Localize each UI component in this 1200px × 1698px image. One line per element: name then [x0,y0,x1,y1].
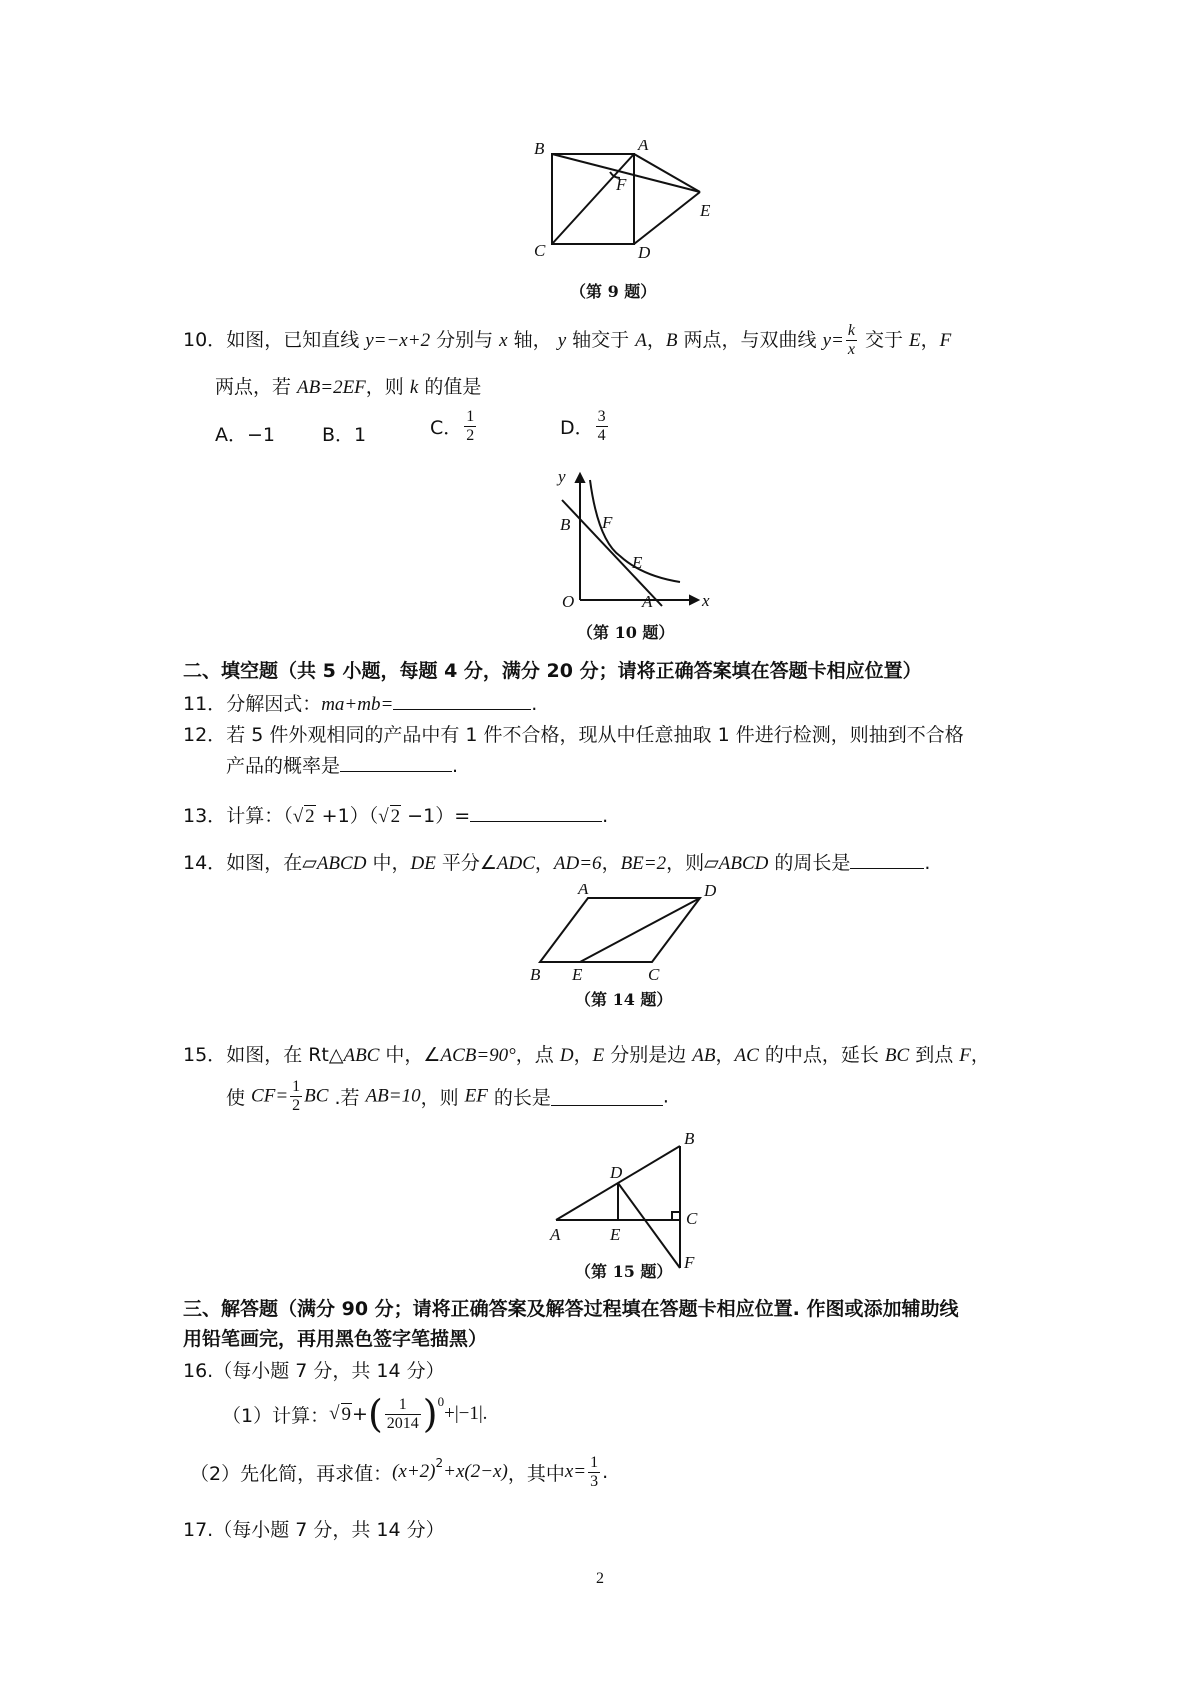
text-q13-r1: 2 [305,806,315,827]
text-q10-k: k [409,377,419,398]
text-q15-end: . [662,1085,669,1108]
text-q10-text6: 交于 [858,329,910,351]
text-q16-p2-label: （2）先化简，再求值： [190,1462,393,1485]
text-q15-abc: ABC [343,1045,380,1066]
text-q10-A: A [635,330,647,351]
caption-fig14: （第 14 题） [575,990,673,1009]
text-q15-bc: BC [884,1045,910,1066]
text-q11-end: . [531,693,538,715]
option-b: B．1 [322,424,367,446]
text-q16-p2-expr2: +x(2−x) [443,1461,508,1482]
x-axis-arrow [690,596,698,604]
text-q15-line2d: 的长是 [487,1087,551,1109]
question-12 [183,720,964,747]
text-q15-text7: ， [970,1044,990,1066]
label-b: B [530,965,541,984]
text-q15-cf: CF= [251,1085,289,1107]
text-q16-p2-fd: 3 [590,1472,599,1490]
text-q15-ef: EF [464,1085,488,1107]
question-16-head: 16.（每小题 7 分，共 14 分） [183,1360,445,1382]
section-3-heading: 三、解答题（满分 90 分；请将正确答案及解答过程填在答题卡相应位置. 作图或添加辅助线 [183,1298,959,1320]
text-q11-text: 分解因式： [226,693,322,715]
text-q16-p1-tail: +|−1|. [444,1403,488,1424]
text-q14-sep1: ， [534,852,554,874]
section-2-heading: 二、填空题（共 5 小题，每题 4 分，满分 20 分；请将正确答案填在答题卡相应位置） [183,660,922,682]
text-q14-abcd2: ABCD [718,853,769,874]
label-a: A [550,1225,561,1244]
text-q15-text1: 如图，在 Rt△ [226,1044,344,1066]
label-f: F [602,513,613,532]
segment-ae [634,154,700,192]
text-q14-adc: ADC [496,853,535,874]
text-q14-ad: AD=6 [553,853,602,874]
text-q16-p1-plus: + [352,1403,368,1425]
y-axis-arrow [576,474,584,482]
answer-blank-13[interactable] [470,803,602,822]
text-q16-p2-end: . [602,1461,609,1483]
text-q16-p2-fn: 1 [590,1453,599,1471]
question-11 [183,689,537,716]
text-q13-tail: −1）= [401,805,471,827]
answer-blank-12[interactable] [340,753,452,772]
question-14 [183,848,930,875]
text-q15-text3: ，点 [515,1044,560,1066]
option-c [430,408,478,445]
text-q12-end: . [452,755,459,777]
text-q15-ab: AB [692,1045,716,1066]
text-q15-text6: 到点 [909,1044,960,1066]
text-q14-abcd: ABCD [316,853,367,874]
text-q12-text1: 若 5 件外观相同的产品中有 1 件不合格，现从中任意抽取 1 件进行检测，则抽到不合格 [226,724,964,746]
text-q10-frac-den: x [847,341,855,358]
text-q15-e: E [592,1045,605,1066]
text-q10-E: E [909,330,921,351]
right-angle-mark [672,1212,680,1220]
text-q16-p1-fn: 1 [385,1396,421,1415]
text-q16-p1-fd: 2014 [386,1414,419,1432]
text-q16-p1-root: 9 [341,1403,352,1425]
text-q10-line2b: ，则 [365,376,410,398]
text-q14-de: DE [410,853,436,874]
text-q11-num: 11． [183,693,227,715]
label-c: C [534,241,546,260]
figure-15 [548,1132,718,1272]
section-3-heading-line2: 用铅笔画完，再用黑色签字笔描黑） [183,1328,488,1350]
text-q13-end: . [602,805,609,827]
text-q14-text5: 的周长是 [768,852,851,874]
text-q10-optD-num: 3 [597,408,606,425]
text-q10-optC-num: 1 [466,408,475,425]
label-f: F [684,1253,695,1272]
label-e: E [632,553,643,572]
text-q10-comma: ， [920,329,940,351]
text-q14-text2: 中， [366,852,411,874]
text-q16-p1-exp: 0 [437,1394,445,1409]
text-q10-optD-den: 4 [597,427,606,444]
question-15-line2 [226,1078,669,1115]
text-q15-sep2: ， [715,1044,735,1066]
question-16-part2 [190,1450,608,1494]
segment-de [634,192,700,244]
text-q14-shape2: ▱ [704,853,719,874]
question-17-head: 17.（每小题 7 分，共 14 分） [183,1519,445,1541]
question-13: 13．计算：（√ 2 +1）（√ 2 −1）= . [183,805,609,827]
text-q16-p2-mid: ，其中 [507,1462,565,1485]
text-q10-text2: 分别与 [430,329,500,351]
label-e: E [700,201,711,220]
text-q12-num: 12． [183,724,227,746]
text-q13-text: 计算：（ [226,805,293,827]
text-q15-text4: 分别是边 [604,1044,693,1066]
label-e: E [610,1225,621,1244]
text-q10-optD-label: D． [560,417,594,439]
question-15 [183,1040,990,1067]
text-q10-optC-label: C． [430,417,463,439]
page-number: 2 [596,1570,604,1587]
label-a: A [578,884,589,898]
answer-blank-15[interactable] [551,1087,663,1106]
question-10-line2 [215,372,481,399]
text-q16-p2-x: x= [564,1461,587,1482]
label-d: D [610,1163,623,1182]
text-q15-fn: 1 [292,1078,301,1095]
text-q11-expr: ma+mb= [321,694,394,715]
text-q15-line2b: .若 [328,1087,366,1109]
text-q10-line2a: 两点，若 [215,376,298,398]
text-q10-B: B [665,330,678,351]
figure-9 [530,140,730,270]
text-q15-text5: 的中点，延长 [758,1044,885,1066]
text-q14-sep2: ， [601,852,621,874]
text-q12-text2: 产品的概率是 [226,755,341,777]
text-q10-eq1: y=−x+2 [365,330,431,351]
question-16-part1: （1）计算： √ 9 + ( $\frac{1}{2014}$ ) $^0$ +|−1|. [222,1392,488,1436]
text-q10-frac-num: k [847,322,855,339]
label-f: F [616,175,627,194]
segment-ca [552,154,634,244]
text-q10-eq2: AB=2EF [297,377,366,398]
text-q16-p1-label: （1）计算： [222,1404,330,1427]
caption-fig9: （第 9 题） [570,282,657,301]
label-x: x [702,591,710,610]
answer-blank-14[interactable] [850,850,924,869]
figure-10 [550,470,710,620]
text-q13-r2: 2 [390,806,401,827]
text-q13-num: 13． [183,805,227,827]
text-q15-ac: AC [734,1045,759,1066]
label-c: C [686,1209,698,1228]
text-q15-line2a: 使 [226,1087,252,1109]
text-q10-line2c: 的值是 [418,376,482,398]
answer-blank-11[interactable] [393,691,531,710]
label-d: D [704,884,717,900]
caption-fig10: （第 10 题） [577,623,675,642]
label-d: D [638,243,651,262]
text-q14-shape: ▱ [302,853,317,874]
label-a: A [642,592,653,611]
segment-df [618,1183,680,1268]
text-q10-y: y [557,330,567,351]
text-q15-line2c: ，则 [420,1087,465,1109]
label-c: C [648,965,660,984]
text-q10-text4: 轴交于 [566,329,636,351]
text-q15-sep: ， [573,1044,593,1066]
text-q14-text1: 如图，在 [226,852,303,874]
label-y: y [558,470,566,486]
label-b: B [684,1132,695,1148]
label-o: O [562,592,575,611]
text-q14-text4: ，则 [666,852,705,874]
label-b: B [560,515,571,534]
text-q15-d: D [559,1045,574,1066]
text-q10-text5: 两点，与双曲线 [677,329,823,351]
label-a: A [638,140,649,154]
text-q10-comma: ， [646,329,666,351]
label-b: B [534,140,545,158]
text-q15-acb: ACB=90° [440,1045,516,1066]
text-q13-mid: +1）（ [315,805,379,827]
text-q14-text3: 平分∠ [435,852,497,874]
text-q14-num: 14． [183,852,227,874]
text-q10-yeq: y= [822,330,844,351]
text-q15-num: 15． [183,1044,227,1066]
text-q15-ab10: AB=10 [365,1085,421,1107]
text-q16-p2-expr1: (x+2) [392,1461,436,1482]
text-q15-fd: 2 [292,1097,301,1114]
text-q15-text2: 中，∠ [379,1044,441,1066]
text-q14-end: . [924,852,931,874]
text-q15-bc2: BC [304,1085,329,1107]
text-q14-be: BE=2 [620,853,667,874]
figure-14 [528,884,728,984]
text-q15-f: F [959,1045,971,1066]
question-12-line2 [226,751,458,778]
text-q10-optC-den: 2 [466,427,475,444]
caption-fig15: （第 15 题） [575,1262,673,1281]
text-q10-text1: 如图，已知直线 [226,329,366,351]
option-a: A．−1 [215,424,276,446]
text-q10-text3: 轴， [507,329,558,351]
question-10 [183,322,951,359]
text-q10-num: 10． [183,329,227,351]
label-e: E [572,965,583,984]
fraction-k-over-x [846,322,857,359]
text-q10-x: x [499,330,508,351]
option-d [560,408,610,445]
parallelogram-abcd [540,898,700,962]
text-q10-F: F [939,330,952,351]
text-q16-p2-sq: 2 [435,1456,444,1470]
segment-de [580,898,700,962]
